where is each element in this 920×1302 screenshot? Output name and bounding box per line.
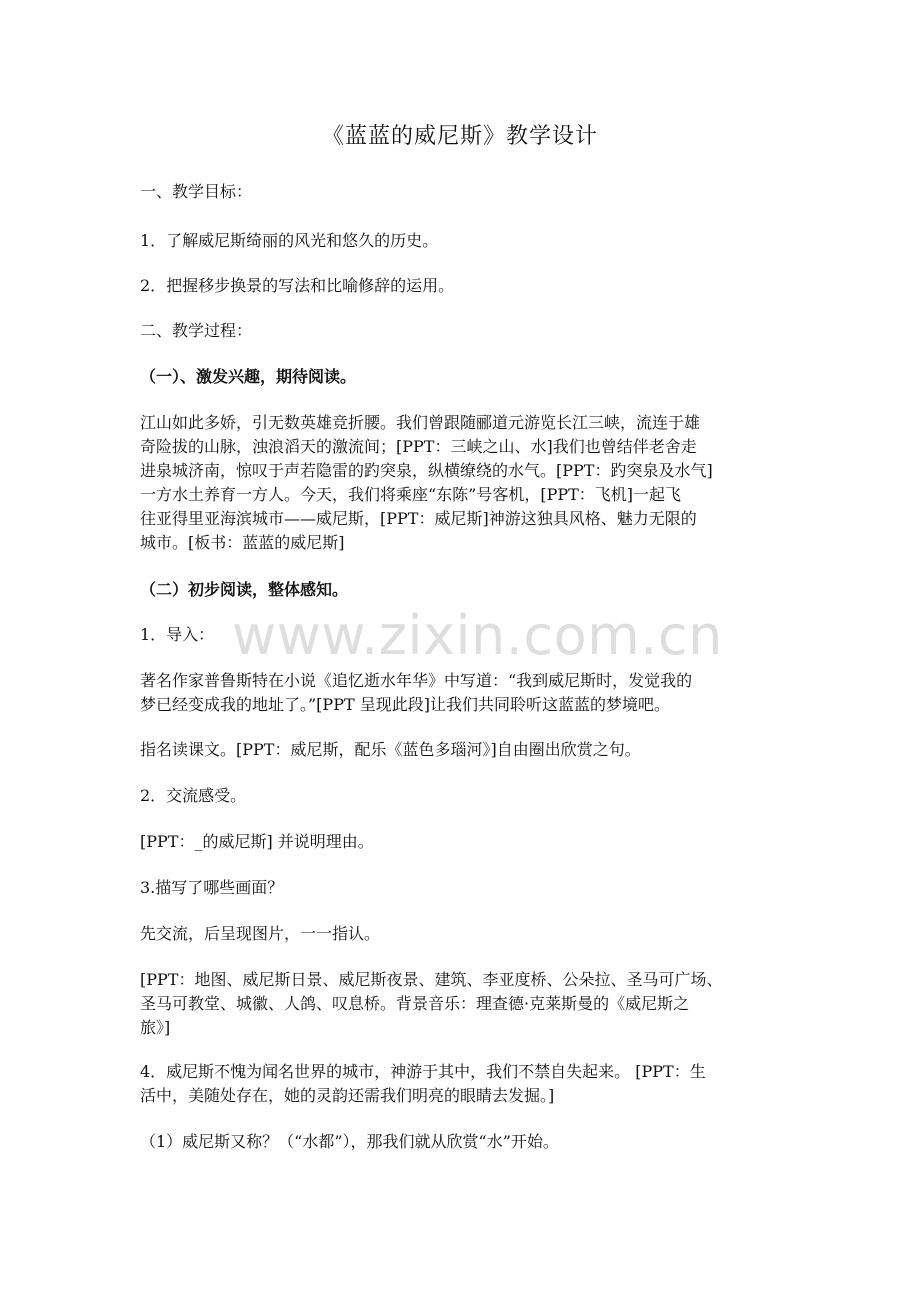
text-line: 先交流，后呈现图片，一一指认。	[140, 924, 381, 943]
text-line: 二、教学过程：	[140, 321, 253, 340]
document-title: 《蓝蓝的威尼斯》教学设计	[321, 124, 598, 149]
paragraph-reading	[140, 738, 641, 762]
text-line: 指名读课文。[PPT：威尼斯，配乐《蓝色多瑙河》]自由圈出欣赏之句。	[140, 740, 641, 759]
text-line: 2．把握移步换景的写法和比喻修辞的运用。	[140, 276, 455, 295]
item-3-scenes	[140, 876, 283, 900]
paragraph-quote	[140, 669, 692, 717]
text-line: 1．了解威尼斯绮丽的风光和悠久的历史。	[140, 231, 439, 250]
text-line: 江山如此多娇，引无数英雄竞折腰。我们曾跟随郦道元游览长江三峡，流连于雄	[140, 413, 701, 432]
text-line: 旅》]	[140, 1018, 171, 1037]
text-line: 进泉城济南，惊叹于声若隐雷的趵突泉，纵横缭绕的水气。[PPT：趵突泉及水气]	[140, 461, 713, 480]
section-heading-process	[140, 319, 252, 343]
item-2-feelings	[140, 784, 246, 808]
text-line: 1．导入：	[140, 625, 215, 644]
goal-item-1	[140, 229, 438, 253]
text-line: （二）初步阅读，整体感知。	[140, 580, 349, 599]
subitem-water	[140, 1130, 559, 1154]
paragraph-ppt-list	[140, 968, 722, 1040]
paragraph-share	[140, 922, 380, 946]
section-heading-goals	[140, 180, 252, 204]
text-line: 2．交流感受。	[140, 786, 247, 805]
item-1-intro	[140, 623, 214, 647]
text-line: [PPT：_的威尼斯] 并说明理由。	[140, 832, 374, 851]
subheading-2	[140, 578, 348, 602]
text-line: 著名作家普鲁斯特在小说《追忆逝水年华》中写道：“我到威尼斯时，发觉我的	[140, 671, 693, 690]
text-line: 活中，美随处存在，她的灵韵还需我们明亮的眼睛去发掘。]	[140, 1086, 555, 1105]
paragraph-intro	[140, 411, 713, 555]
text-line: （1）威尼斯又称？（“水都”），那我们就从欣赏“水”开始。	[140, 1132, 559, 1151]
text-line: 梦已经变成我的地址了。”[PPT 呈现此段]让我们共同聆听这蓝蓝的梦境吧。	[140, 695, 670, 714]
watermark: www.zixin.com.cn	[232, 604, 723, 667]
subheading-1	[140, 365, 356, 389]
paragraph-ppt-reason	[140, 830, 374, 854]
text-line: 一方水土养育一方人。今天，我们将乘座“东陈”号客机，[PPT：飞机]一起飞	[140, 485, 682, 504]
item-4-venice	[140, 1060, 706, 1108]
text-line: （一）、激发兴趣，期待阅读。	[140, 367, 357, 386]
text-line: 4．威尼斯不愧为闻名世界的城市，神游于其中，我们不禁自失起来。 [PPT：生	[140, 1062, 706, 1081]
text-line: [PPT：地图、威尼斯日景、威尼斯夜景、建筑、李亚度桥、公朵拉、圣马可广场、	[140, 970, 723, 989]
text-line: 3.描写了哪些画面？	[140, 878, 284, 897]
text-line: 往亚得里亚海滨城市——威尼斯，[PPT：威尼斯]神游这独具风格、魅力无限的	[140, 509, 697, 528]
goal-item-2	[140, 274, 454, 298]
text-line: 圣马可教堂、城徽、人鸽、叹息桥。背景音乐：理查德·克莱斯曼的《威尼斯之	[140, 994, 690, 1013]
text-line: 一、教学目标：	[140, 182, 253, 201]
text-line: 城市。[板书：蓝蓝的威尼斯]	[140, 533, 345, 552]
text-line: 奇险拔的山脉，浊浪滔天的激流间；[PPT：三峡之山、水]我们也曾结伴老舍走	[140, 437, 697, 456]
